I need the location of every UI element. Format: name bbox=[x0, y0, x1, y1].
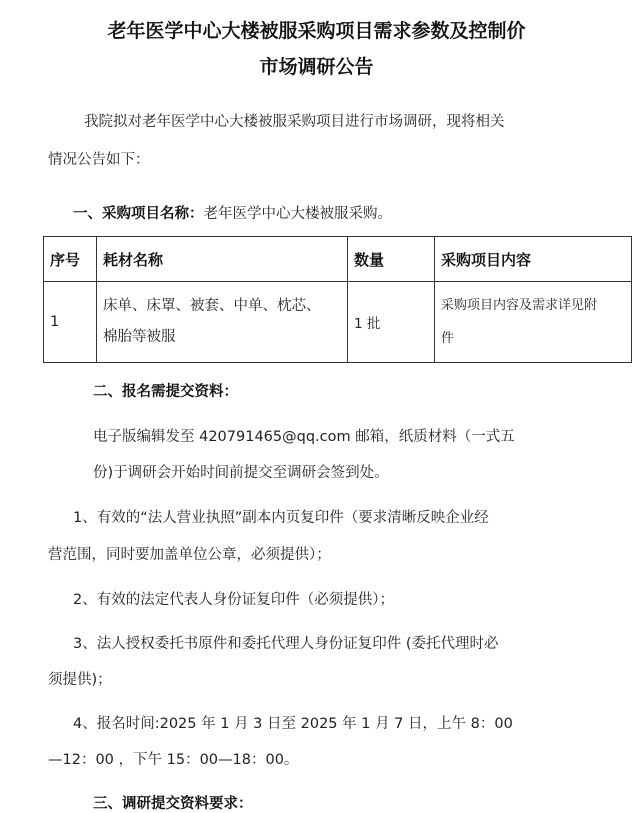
item1-line2: 营范围，同时要加盖单位公章，必须提供）； bbox=[48, 547, 331, 563]
row-item-name bbox=[97, 282, 348, 363]
row-index: 1 bbox=[44, 282, 97, 363]
row-content-line1: 采购项目内容及需求详见附 bbox=[441, 298, 598, 313]
intro-line2: 情况公告如下： bbox=[48, 152, 150, 168]
item1-line1: 1、有效的“法人营业执照”副本内页复印件（要求清晰反映企业经 bbox=[73, 510, 489, 526]
section1-label: 一、采购项目名称： bbox=[73, 206, 204, 222]
table-row bbox=[44, 282, 632, 363]
header-item-name: 耗材名称 bbox=[97, 237, 348, 282]
item4-line2: —12：00 ，下午 15：00—18：00。 bbox=[48, 752, 299, 768]
row-quantity: 1 批 bbox=[348, 282, 435, 363]
section2-email-line2: 份)于调研会开始时间前提交至调研会签到处。 bbox=[93, 465, 389, 481]
row-content bbox=[435, 282, 632, 363]
item2-line: 2、有效的法定代表人身份证复印件（必须提供）； bbox=[73, 592, 394, 608]
row-content-line2: 件 bbox=[441, 331, 455, 346]
section2-heading: 二、报名需提交资料： bbox=[93, 384, 238, 400]
section1-value: 老年医学中心大楼被服采购。 bbox=[203, 206, 392, 222]
item3-line2: 须提供)； bbox=[48, 672, 112, 688]
document-title-line1: 老年医学中心大楼被服采购项目需求参数及控制价 bbox=[107, 20, 526, 42]
table-header-row bbox=[44, 237, 632, 282]
section2-email-line1: 电子版编辑发至 420791465@qq.com 邮箱，纸质材料（一式五 bbox=[93, 429, 515, 445]
row-item-name-line2: 棉胎等被服 bbox=[103, 329, 176, 345]
header-content: 采购项目内容 bbox=[435, 237, 632, 282]
intro-line1: 我院拟对老年医学中心大楼被服采购项目进行市场调研，现将相关 bbox=[84, 114, 505, 130]
section3-heading: 三、调研提交资料要求： bbox=[93, 796, 253, 812]
item4-line1: 4、报名时间:2025 年 1 月 3 日至 2025 年 1 月 7 日，上午 8：00 bbox=[73, 716, 513, 732]
row-item-name-line1: 床单、床罩、被套、中单、枕芯、 bbox=[103, 298, 321, 314]
header-quantity: 数量 bbox=[348, 237, 435, 282]
procurement-table bbox=[43, 236, 632, 363]
document-title-line2: 市场调研公告 bbox=[259, 56, 374, 78]
header-index: 序号 bbox=[44, 237, 97, 282]
item3-line1: 3、法人授权委托书原件和委托代理人身份证复印件 (委托代理时必 bbox=[73, 636, 499, 652]
section1-line bbox=[73, 202, 392, 223]
